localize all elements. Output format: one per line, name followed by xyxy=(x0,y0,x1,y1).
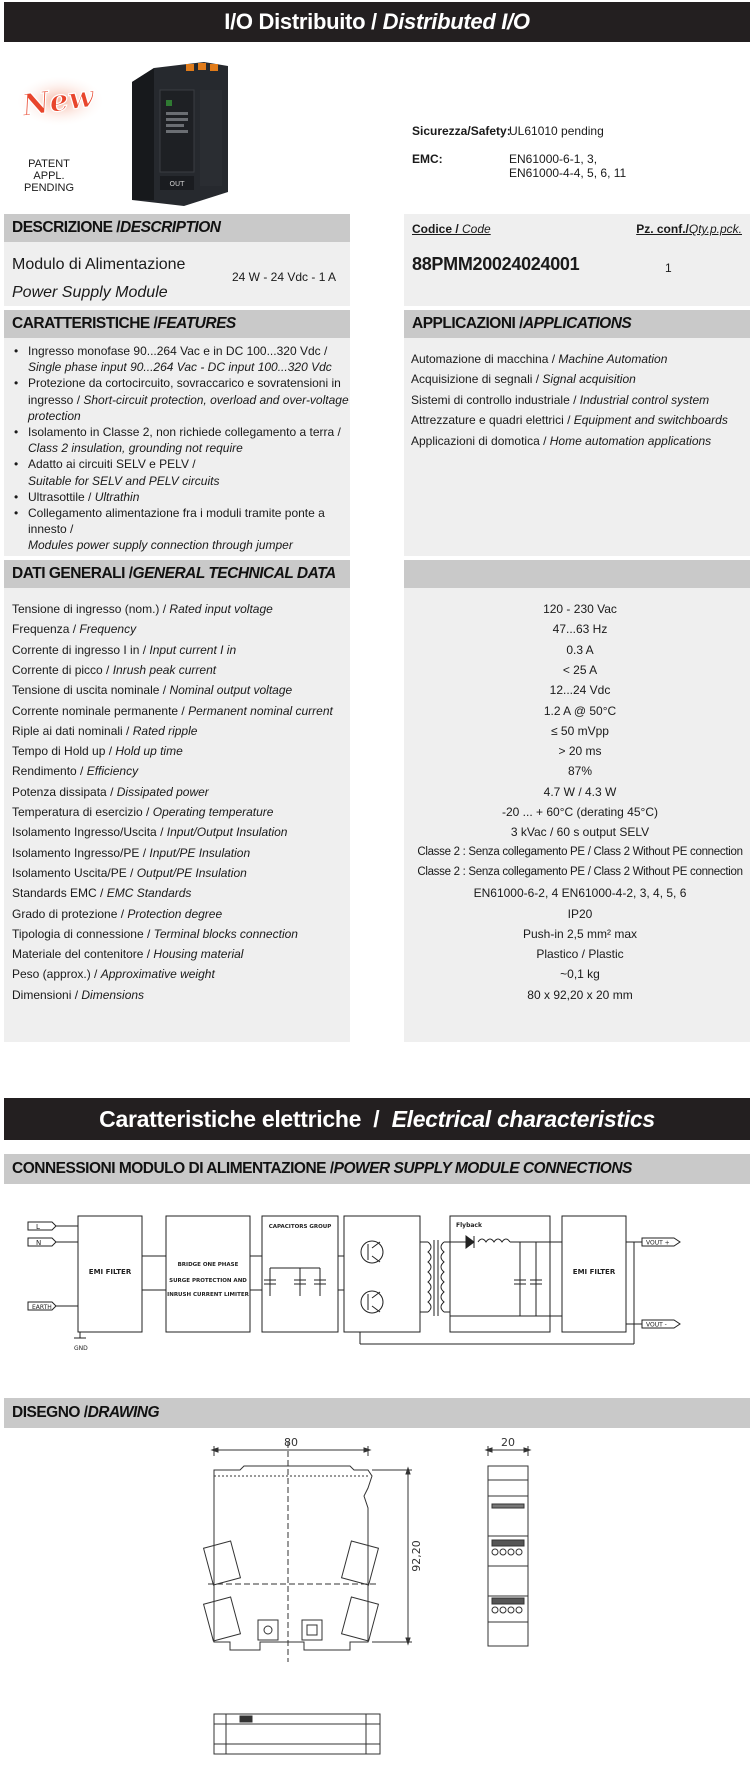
drawing-heading xyxy=(4,1398,750,1428)
height-dimension: 92,20 xyxy=(410,1540,423,1572)
tech-label-en: Input/Output Insulation xyxy=(166,825,288,840)
feature-it: Adatto ai circuiti SELV e PELV / xyxy=(28,457,196,472)
tech-row-value: Push-in 2,5 mm² max xyxy=(522,926,638,941)
tech-row-value: 12...24 Vdc xyxy=(549,683,611,698)
feature-item xyxy=(12,343,350,375)
description-heading-en: DESCRIPTION xyxy=(120,219,221,236)
feature-item xyxy=(12,505,350,554)
tech-row-label xyxy=(12,724,197,738)
application-it: Acquisizione di segnali / xyxy=(411,372,543,387)
tech-label-it: Grado di protezione / xyxy=(12,906,128,921)
application-en: Home automation applications xyxy=(549,433,712,448)
features-list xyxy=(12,343,350,554)
application-en: Machine Automation xyxy=(558,352,668,366)
feature-item xyxy=(12,424,350,456)
safety-row xyxy=(412,124,752,138)
tech-label-it: Riple ai dati nominali / xyxy=(12,723,133,738)
top-view-drawing xyxy=(210,1700,390,1760)
tech-label-en: Output/PE Insulation xyxy=(136,865,247,880)
capacitors-label: CAPACITORS GROUP xyxy=(268,1224,332,1230)
module-photo xyxy=(124,60,232,208)
flyback-label: Flyback xyxy=(456,1222,482,1229)
features-heading-en: FEATURES xyxy=(157,315,236,332)
tech-label-it: Temperatura di esercizio / xyxy=(12,805,153,819)
tech-label-it: Corrente di ingresso I in / xyxy=(12,642,150,657)
patent-line-1: PATENT APPL. xyxy=(28,158,70,182)
emc-value xyxy=(509,152,626,180)
connections-heading-it: CONNESSIONI MODULO DI ALIMENTAZIONE / xyxy=(12,1160,334,1177)
feature-item xyxy=(12,456,350,488)
tech-row-value: 1.2 A @ 50°C xyxy=(543,703,617,718)
product-name-en: Power Supply Module xyxy=(12,284,168,301)
applications-list xyxy=(411,349,728,451)
patent-note xyxy=(14,158,84,194)
tech-label-it: Isolamento Ingresso/PE / xyxy=(12,845,150,860)
feature-en: Single phase input 90...264 Vac - DC input 100...320 Vdc xyxy=(28,360,332,375)
tech-label-en: Housing material xyxy=(153,947,244,962)
tech-label-en: Input/PE Insulation xyxy=(149,845,251,860)
tech-row-label xyxy=(12,602,273,616)
tech-row-value: ≤ 50 mVpp xyxy=(551,723,609,738)
tech-row-value: Classe 2 : Senza collegamento PE / Class 2 Without PE connection xyxy=(417,845,743,858)
title-italian: I/O Distribuito xyxy=(224,9,366,34)
tech-label-it: Corrente nominale permanente / xyxy=(12,703,189,718)
tech-label-it: Standards EMC / xyxy=(12,886,107,901)
application-en: Equipment and switchboards xyxy=(573,413,728,428)
tech-label-it: Materiale del contenitore / xyxy=(12,947,154,962)
application-item xyxy=(411,390,728,410)
tech-row-value: < 25 A xyxy=(562,662,598,677)
tech-row-value: 47...63 Hz xyxy=(552,622,608,637)
electrical-banner xyxy=(4,1098,750,1140)
tech-label-it: Tipologia di connessione / xyxy=(12,926,154,941)
feature-it: Ultrasottile / xyxy=(28,489,92,504)
tech-row-label xyxy=(12,907,222,921)
tech-label-it: Frequenza / xyxy=(12,622,80,637)
connections-heading xyxy=(4,1154,750,1184)
applications-heading-it: APPLICAZIONI / xyxy=(412,315,523,332)
tech-row-label xyxy=(12,967,215,981)
tech-row-label xyxy=(12,785,209,799)
tech-label-en: Inrush peak current xyxy=(112,662,217,677)
technical-values-heading xyxy=(404,560,750,588)
input-n-label: N xyxy=(36,1239,42,1247)
safety-value xyxy=(509,124,604,138)
emc-row xyxy=(412,152,752,180)
tech-label-it: Potenza dissipata / xyxy=(12,784,117,799)
drawing-heading-en: DRAWING xyxy=(87,1404,160,1421)
tech-row-label xyxy=(12,744,183,758)
product-code: 88PMM20024024001 xyxy=(412,254,580,274)
feature-it: Ingresso monofase 90...264 Vac e in DC 100...320 Vdc / xyxy=(28,344,328,358)
technical-heading-it: DATI GENERALI / xyxy=(12,565,133,582)
tech-row-value: 80 x 92,20 x 20 mm xyxy=(527,987,633,1002)
emc-value-line-1: EN61000-6-1, 3, xyxy=(509,152,598,166)
approvals-block xyxy=(412,124,752,194)
features-heading xyxy=(4,310,350,338)
front-view-drawing xyxy=(200,1436,440,1668)
applications-heading-en: APPLICATIONS xyxy=(522,315,632,332)
tech-row-label xyxy=(12,988,144,1002)
feature-en: Class 2 insulation, grounding not require xyxy=(28,441,243,456)
feature-it: Collegamento alimentazione fra i moduli tramite ponte a innesto / xyxy=(28,506,325,537)
applications-heading xyxy=(404,310,750,338)
tech-row-label xyxy=(12,764,138,778)
tech-label-en: Input current I in xyxy=(149,642,237,657)
safety-key: Sicurezza/Safety: xyxy=(412,124,511,138)
side-view-drawing xyxy=(460,1436,540,1668)
tech-label-it: Dimensioni / xyxy=(12,987,82,1002)
tech-row-value: EN61000-6-2, 4 EN61000-4-2, 3, 4, 5, 6 xyxy=(473,886,687,901)
new-badge-text: New xyxy=(19,79,97,124)
application-item xyxy=(411,349,728,369)
application-item xyxy=(411,431,728,451)
tech-label-en: Nominal output voltage xyxy=(169,683,293,698)
tech-label-it: Tempo di Hold up / xyxy=(12,744,116,759)
qty-label-en: Qty.p.pck. xyxy=(688,222,742,236)
bridge-label-3: INRUSH CURRENT LIMITER xyxy=(167,1292,249,1298)
tech-row-value: Classe 2 : Senza collegamento PE / Class 2 Without PE connection xyxy=(417,865,743,878)
safety-value-line: UL61010 pending xyxy=(509,124,604,138)
tech-row-value: > 20 ms xyxy=(558,744,602,759)
tech-row-label xyxy=(12,886,191,900)
tech-row-label xyxy=(12,805,273,819)
feature-en: Ultrathin xyxy=(94,489,140,504)
title-separator: / xyxy=(365,9,383,34)
drawing-heading-it: DISEGNO / xyxy=(12,1404,88,1421)
tech-label-en: Rated input voltage xyxy=(169,602,273,616)
feature-item xyxy=(12,489,350,505)
tech-row-value: -20 ... + 60°C (derating 45°C) xyxy=(501,805,658,819)
tech-label-en: Dissipated power xyxy=(116,784,209,799)
features-heading-it: CARATTERISTICHE / xyxy=(12,315,158,332)
description-heading-it: DESCRIZIONE / xyxy=(12,219,121,236)
application-item xyxy=(411,369,728,389)
technical-heading-en: GENERAL TECHNICAL DATA xyxy=(132,565,336,582)
tech-label-en: Dimensions xyxy=(81,987,145,1002)
product-rating: 24 W - 24 Vdc - 1 A xyxy=(232,270,337,284)
tech-row-label xyxy=(12,825,287,839)
new-badge xyxy=(18,76,102,126)
vout-plus-label: VOUT + xyxy=(646,1239,670,1247)
tech-row-label xyxy=(12,622,136,636)
feature-en: Suitable for SELV and PELV circuits xyxy=(28,473,220,488)
emi-in-label: EMI FILTER xyxy=(88,1268,132,1276)
tech-row-value: ~0,1 kg xyxy=(560,967,600,982)
tech-label-en: Rated ripple xyxy=(132,723,198,738)
module-label: OUT xyxy=(169,180,185,188)
depth-dimension: 20 xyxy=(501,1436,515,1449)
product-name xyxy=(12,251,185,307)
tech-row-value: 120 - 230 Vac xyxy=(543,602,617,616)
bridge-label-2: SURGE PROTECTION AND xyxy=(169,1278,247,1284)
tech-row-value: Plastico / Plastic xyxy=(536,947,624,962)
power-supply-schematic xyxy=(20,1196,750,1356)
bridge-label-1: BRIDGE ONE PHASE xyxy=(177,1262,239,1268)
feature-en: Short-circuit protection, overload and over-voltage protection xyxy=(28,392,349,423)
input-l-label: L xyxy=(36,1223,40,1231)
emc-key: EMC: xyxy=(412,152,443,166)
tech-row-value: IP20 xyxy=(567,906,593,921)
emc-value-line-2: EN61000-4-4, 5, 6, 11 xyxy=(509,166,627,180)
tech-row-label xyxy=(12,643,236,657)
tech-row-label xyxy=(12,663,216,677)
tech-row-label xyxy=(12,704,333,718)
tech-label-it: Peso (approx.) / xyxy=(12,967,101,982)
tech-label-it: Isolamento Uscita/PE / xyxy=(12,865,137,880)
width-dimension: 80 xyxy=(284,1436,298,1449)
tech-label-it: Rendimento / xyxy=(12,764,87,779)
tech-row-value: 87% xyxy=(567,764,593,779)
electrical-title-it: Caratteristiche elettriche xyxy=(99,1106,362,1132)
tech-label-en: Approximative weight xyxy=(100,967,215,982)
tech-label-en: Efficiency xyxy=(86,764,139,779)
tech-label-en: EMC Standards xyxy=(106,886,192,901)
patent-line-2: PENDING xyxy=(23,182,75,194)
gnd-label: GND xyxy=(74,1345,88,1352)
title-english: Distributed I/O xyxy=(382,9,530,34)
tech-label-en: Frequency xyxy=(79,622,137,637)
application-item xyxy=(411,410,728,430)
application-it: Attrezzature e quadri elettrici / xyxy=(411,413,574,428)
application-it: Sistemi di controllo industriale / xyxy=(411,392,580,407)
technical-heading xyxy=(4,560,350,588)
connections-heading-en: POWER SUPPLY MODULE CONNECTIONS xyxy=(333,1160,632,1177)
page-title-banner xyxy=(4,2,750,42)
feature-item xyxy=(12,375,350,424)
feature-it: Protezione da cortocircuito, sovraccarico e sovratensioni in ingresso / xyxy=(28,376,341,407)
qty-label xyxy=(636,222,742,236)
application-en: Industrial control system xyxy=(579,392,710,407)
code-header xyxy=(412,222,742,236)
feature-en: Modules power supply connection through jumper xyxy=(28,538,293,553)
tech-label-it: Tensione di uscita nominale / xyxy=(12,683,170,698)
tech-row-label xyxy=(12,927,298,941)
tech-row-value: 0.3 A xyxy=(566,642,594,657)
tech-label-it: Isolamento Ingresso/Uscita / xyxy=(12,825,167,840)
tech-row-label xyxy=(12,866,247,880)
application-it: Automazione di macchina / xyxy=(411,352,559,366)
code-label xyxy=(412,222,491,236)
tech-row-label xyxy=(12,947,243,961)
tech-row-label xyxy=(12,846,250,860)
electrical-title-sep: / xyxy=(361,1106,392,1132)
tech-row-label xyxy=(12,683,292,697)
electrical-title-en: Electrical characteristics xyxy=(391,1106,655,1132)
tech-label-en: Terminal blocks connection xyxy=(153,926,298,941)
pack-quantity: 1 xyxy=(665,261,672,275)
code-label-it: Codice / xyxy=(412,222,463,236)
tech-label-en: Operating temperature xyxy=(152,805,274,819)
tech-row-value: 4.7 W / 4.3 W xyxy=(543,784,617,799)
application-it: Applicazioni di domotica / xyxy=(411,433,550,448)
tech-label-it: Corrente di picco / xyxy=(12,662,113,677)
tech-label-en: Protection degree xyxy=(127,906,223,921)
feature-it: Isolamento in Classe 2, non richiede collegamento a terra / xyxy=(28,425,341,440)
product-name-it: Modulo di Alimentazione xyxy=(12,256,186,273)
tech-label-en: Permanent nominal current xyxy=(188,703,333,718)
tech-row-value: 3 kVac / 60 s output SELV xyxy=(510,825,650,840)
code-label-en: Code xyxy=(462,222,491,236)
earth-label: EARTH xyxy=(32,1304,52,1311)
description-heading xyxy=(4,214,350,242)
emi-out-label: EMI FILTER xyxy=(572,1268,616,1276)
tech-label-it: Tensione di ingresso (nom.) / xyxy=(12,602,170,616)
qty-label-it: Pz. conf./ xyxy=(636,222,689,236)
vout-minus-label: VOUT - xyxy=(646,1321,667,1329)
application-en: Signal acquisition xyxy=(542,372,636,387)
tech-label-en: Hold up time xyxy=(115,744,183,759)
